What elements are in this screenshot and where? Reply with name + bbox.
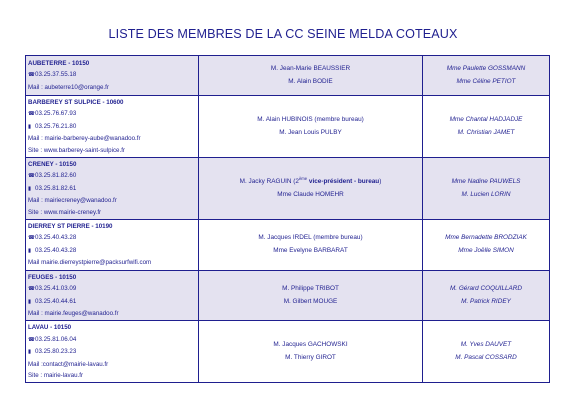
site-line: Site : www.barberey-saint-sulpice.fr [28,146,125,154]
member-name: M. Alain HUBINOIS (membre bureau) [257,115,364,123]
member-name: M. Jean-Marie BEAUSSIER [270,64,351,72]
fax-line: ▮ 03.25.40.44.61 [28,296,196,308]
member-name: M. Philippe TRIBOT [282,284,339,292]
suppleants-cell [423,270,550,321]
phone-icon: ☎ [28,336,35,343]
member-name: M. Patrick RIDEY [461,297,511,305]
phone-icon: ☎ [28,173,35,180]
commune-name: LAVAU - 10150 [28,324,72,332]
fax-icon: ▮ [28,185,32,192]
member-name: M. Thierry GIROT [285,353,336,361]
mail-line: Mail : aubeterre10@orange.fr [28,83,109,91]
fax-line: ▮ 03.25.40.43.28 [28,245,196,257]
member-name: M. Lucien LORIN [461,190,511,198]
phone-line: ☎03.25.37.55.18 [28,69,196,81]
commune-info-cell [26,220,199,271]
table-row [26,220,550,271]
table-row [26,321,550,383]
commune-name: BARBEREY ST SULPICE - 10600 [28,99,124,106]
site-line: Site : www.mairie-creney.fr [28,208,102,216]
table-row [26,270,550,321]
member-name: Mme Evelyne BARBARAT [273,246,348,254]
member-name: M. Christian JAMET [457,128,515,136]
mail-line: Mail : mairie-barberey-aube@wanadoo.fr [28,135,141,143]
member-name: Mme Nadine PAUWELS [451,177,521,185]
phone-icon: ☎ [28,235,35,242]
mail-line: Mail mairie.dierreystpierre@packsurfwifi.com [28,259,152,267]
member-name: Mme Joëlle SIMON [458,246,514,254]
member-name: M. Gilbert MOUGE [283,297,338,305]
commune-name: CRENEY - 10150 [28,161,77,169]
phone-line: ☎03.25.81.06.04 [28,334,196,346]
table-row [26,96,550,158]
commune-info-cell [26,321,199,383]
titulaires-cell [199,270,423,321]
member-name: Mme Céline PETIOT [456,77,516,85]
commune-name: DIERREY ST PIERRE - 10190 [28,223,113,231]
phone-line: ☎03.25.76.67.93 [28,108,196,120]
member-name: M. Jacques GACHOWSKI [273,341,348,349]
fax-line: ▮ 03.25.80.23.23 [28,346,196,358]
phone-line: ☎03.25.81.82.60 [28,170,196,182]
suppleants-cell [423,56,550,96]
commune-info-cell [26,270,199,321]
fax-icon: ▮ [28,247,32,254]
member-name: M. Jacques IRDEL (membre bureau) [258,234,363,242]
commune-info-cell [26,56,199,96]
commune-name: AUBETERRE - 10150 [28,59,90,67]
suppleants-cell [423,220,550,271]
members-table [25,55,550,383]
phone-line: ☎03.25.40.43.28 [28,232,196,244]
titulaires-cell [199,96,423,158]
commune-name: FEUGES - 10150 [28,273,77,281]
fax-icon: ▮ [28,123,32,130]
member-name: Mme Claude HOMEHR [277,190,344,198]
table-row [26,158,550,220]
member-name: M. Gérard COQUILLARD [449,284,523,292]
fax-line: ▮ 03.25.76.21.80 [28,121,196,133]
fax-line: ▮ 03.25.81.82.61 [28,183,196,195]
phone-line: ☎03.25.41.03.09 [28,283,196,295]
titulaires-cell [199,56,423,96]
member-name: M. Pascal COSSARD [455,353,517,361]
suppleants-cell [423,158,550,220]
mail-line: Mail : mairiecreney@wanadoo.fr [28,197,117,205]
mail-line: Mail :contact@mairie-lavau.fr [28,360,109,368]
titulaires-cell [199,158,423,220]
titulaires-cell [199,220,423,271]
phone-icon: ☎ [28,72,35,79]
fax-icon: ▮ [28,298,32,305]
fax-icon: ▮ [28,349,32,356]
table-row [26,56,550,96]
commune-info-cell [26,158,199,220]
phone-icon: ☎ [28,286,35,293]
member-name: M. Jacky RAGUIN (2ème vice-président - bureau) [239,175,382,185]
titulaires-cell [199,321,423,383]
commune-info-cell [26,96,199,158]
page-title: LISTE DES MEMBRES DE LA CC SEINE MELDA COTEAUX [108,27,458,41]
member-name: Mme Paulette GOSSMANN [446,64,526,72]
suppleants-cell [423,96,550,158]
member-name: M. Yves DAUVET [460,341,512,349]
site-line: Site : mairie-lavau.fr [28,371,84,379]
phone-icon: ☎ [28,111,35,118]
member-name: Mme Bernadette BRODZIAK [445,234,527,242]
member-name: M. Alain BODIE [288,77,333,85]
mail-line: Mail : mairie.feuges@wanadoo.fr [28,309,119,317]
member-name: Mme Chantal HADJADJE [449,115,523,123]
suppleants-cell [423,321,550,383]
member-name: M. Jean Louis PULBY [279,128,342,136]
